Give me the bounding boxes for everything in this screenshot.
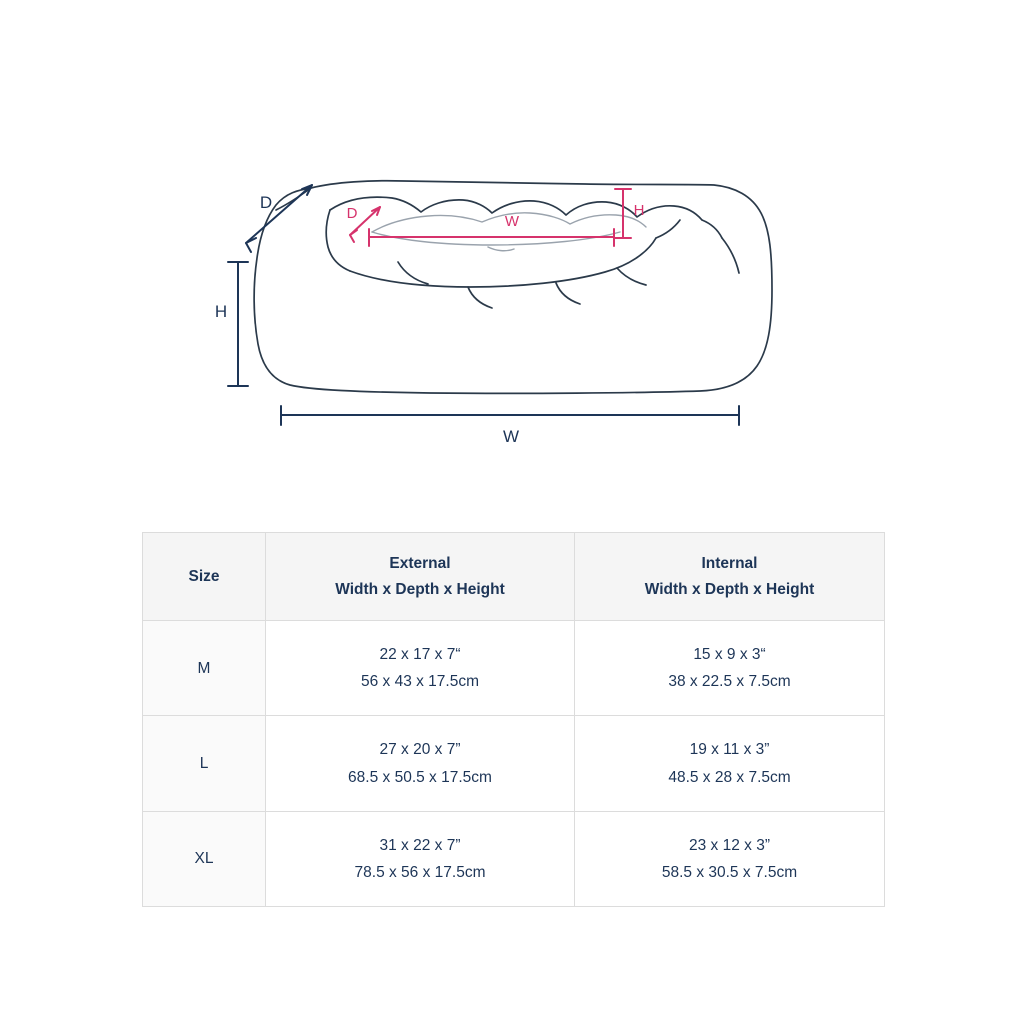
label-internal-width: W	[504, 213, 520, 230]
header-size-label: Size	[188, 567, 220, 585]
size-chart	[142, 532, 884, 907]
table-row	[143, 716, 885, 811]
header-external-line2: Width x Depth x Height	[335, 580, 505, 598]
cell-external	[266, 716, 575, 811]
table-body	[143, 621, 885, 907]
header-internal-line1: Internal	[701, 555, 758, 572]
cell-internal	[575, 716, 885, 811]
label-external-height: H	[214, 302, 228, 321]
external-inches: 22 x 17 x 7“	[379, 646, 461, 664]
bed-dimensions-diagram	[0, 0, 1024, 500]
size-table	[142, 532, 885, 907]
internal-cm: 58.5 x 30.5 x 7.5cm	[661, 863, 798, 881]
header-internal-line2: Width x Depth x Height	[644, 580, 815, 598]
internal-cm: 38 x 22.5 x 7.5cm	[668, 673, 791, 691]
external-cm: 68.5 x 50.5 x 17.5cm	[348, 768, 492, 786]
table-row	[143, 621, 885, 716]
cell-size: XL	[143, 811, 266, 906]
header-external	[266, 533, 575, 621]
internal-cm: 48.5 x 28 x 7.5cm	[668, 768, 791, 786]
header-internal	[575, 533, 885, 621]
cell-external	[266, 621, 575, 716]
table-row	[143, 811, 885, 906]
internal-inches: 23 x 12 x 3”	[689, 836, 770, 854]
label-internal-height: H	[633, 202, 645, 219]
label-internal-depth: D	[346, 205, 358, 222]
cell-internal	[575, 811, 885, 906]
bed-illustration	[0, 0, 1024, 500]
cell-external	[266, 811, 575, 906]
internal-inches: 15 x 9 x 3“	[693, 646, 766, 664]
cell-size: M	[143, 621, 266, 716]
external-inches: 27 x 20 x 7”	[379, 741, 461, 759]
cell-size: L	[143, 716, 266, 811]
header-external-line1: External	[389, 555, 451, 572]
header-size	[143, 533, 266, 621]
external-cm: 78.5 x 56 x 17.5cm	[354, 863, 486, 881]
external-cm: 56 x 43 x 17.5cm	[360, 673, 480, 691]
cell-internal	[575, 621, 885, 716]
table-header-row	[143, 533, 885, 621]
label-external-depth: D	[259, 193, 273, 212]
internal-inches: 19 x 11 x 3”	[689, 741, 770, 759]
label-external-width: W	[502, 427, 520, 446]
table-header	[143, 533, 885, 621]
external-inches: 31 x 22 x 7”	[379, 836, 461, 854]
